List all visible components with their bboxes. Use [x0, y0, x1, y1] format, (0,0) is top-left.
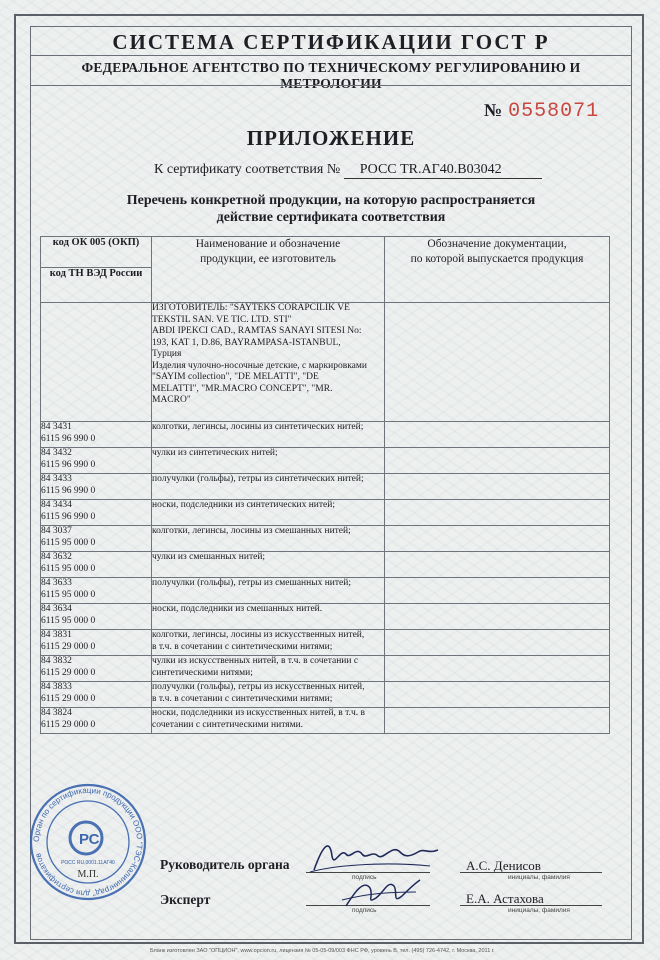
documentation-cell: [385, 630, 610, 656]
expert-signature: [336, 870, 426, 915]
form-number: [484, 100, 599, 123]
table-row: [41, 656, 610, 682]
documentation-cell: [385, 448, 610, 474]
expert-name: Е.А. Астахова: [466, 891, 544, 906]
column-header-name: Наименование и обозначение продукции, ее изготовитель: [152, 237, 385, 303]
product-name-cell: [152, 474, 385, 500]
product-name-cell: [152, 578, 385, 604]
stamp-mp: М.П.: [77, 869, 99, 880]
initials-caption: инициалы, фамилия: [508, 907, 570, 914]
okp-code: 84 3433: [41, 474, 72, 484]
documentation-cell: [385, 604, 610, 630]
number-sign: №: [484, 100, 503, 120]
tnved-code: 6115 29 000 0: [41, 719, 96, 730]
head-of-body-name: А.С. Денисов: [466, 858, 541, 873]
product-name-line: носки, подследники из смешанных нитей.: [152, 604, 323, 614]
product-name-line: чулки из синтетических нитей;: [152, 448, 278, 458]
okp-code: 84 3634: [41, 604, 72, 614]
stamp-code: РОСС RU.0001.11АГ40: [61, 860, 115, 866]
code-cell: [41, 552, 152, 578]
table-row: [41, 630, 610, 656]
product-name-line: сочетании с синтетическими нитями.: [152, 719, 304, 730]
documentation-cell: [385, 552, 610, 578]
okp-code: 84 3831: [41, 630, 72, 640]
list-heading-line: Перечень конкретной продукции, на которую распространяется: [126, 193, 536, 208]
okp-code: 84 3431: [41, 422, 72, 432]
product-name-line: колготки, легинсы, лосины из синтетических нитей;: [152, 422, 364, 432]
initials-caption: инициалы, фамилия: [508, 874, 570, 881]
tnved-code: 6115 95 000 0: [41, 537, 96, 548]
tnved-code: 6115 96 990 0: [41, 511, 96, 522]
product-name-line: синтетическими нитями;: [152, 667, 253, 678]
product-name-line: чулки из искусственных нитей, в т.ч. в сочетании с: [152, 656, 359, 666]
expert-label: Эксперт: [160, 892, 211, 907]
list-heading-line: действие сертификата соответствия: [216, 210, 446, 225]
signature-caption: подпись: [352, 874, 377, 881]
system-title: СИСТЕМА СЕРТИФИКАЦИИ ГОСТ Р: [112, 30, 550, 54]
table-row: [41, 708, 610, 734]
product-name-cell: [152, 708, 385, 734]
head-of-body-label: Руководитель органа: [160, 857, 290, 872]
column-header-documentation: Обозначение документации, по которой выпускается продукция: [385, 237, 610, 303]
table-row: [41, 604, 610, 630]
code-cell: [41, 578, 152, 604]
code-cell: [41, 500, 152, 526]
agency-name: ФЕДЕРАЛЬНОЕ АГЕНТСТВО ПО ТЕХНИЧЕСКОМУ РЕГУЛИРОВАНИЮ И МЕТРОЛОГИИ: [81, 60, 581, 91]
footer-text: Бланк изготовлен ЗАО "ОПЦИОН", www.opcion.ru, лицензия № 05-05-09/003 ФНС РФ, уровень В, тел. (495) 726-4742, г. Москва, 2011 г.: [150, 948, 495, 954]
documentation-cell: [385, 500, 610, 526]
product-name-cell: [152, 604, 385, 630]
table-row: [41, 474, 610, 500]
column-header-okp: код ОК 005 (ОКП): [41, 237, 152, 268]
tnved-code: 6115 96 990 0: [41, 485, 96, 496]
table-row: [41, 526, 610, 552]
table-cell: [41, 303, 152, 422]
documentation-cell: [385, 422, 610, 448]
product-name-line: колготки, легинсы, лосины из смешанных нитей;: [152, 526, 351, 536]
product-name-cell: [152, 656, 385, 682]
certificate-reference: [154, 162, 542, 179]
code-cell: [41, 526, 152, 552]
tnved-code: 6115 29 000 0: [41, 667, 96, 678]
tnved-code: 6115 96 990 0: [41, 433, 96, 444]
okp-code: 84 3633: [41, 578, 72, 588]
code-cell: [41, 682, 152, 708]
product-name-cell: [152, 526, 385, 552]
documentation-cell: [385, 656, 610, 682]
documentation-cell: [385, 578, 610, 604]
tnved-code: 6115 95 000 0: [41, 563, 96, 574]
appendix-title: ПРИЛОЖЕНИЕ: [246, 126, 416, 150]
okp-code: 84 3832: [41, 656, 72, 666]
code-cell: [41, 630, 152, 656]
okp-code: 84 3833: [41, 682, 72, 692]
code-cell: [41, 474, 152, 500]
product-name-line: колготки, легинсы, лосины из искусственных нитей,: [152, 630, 365, 640]
product-name-line: получулки (гольфы), гетры из синтетических нитей;: [152, 474, 364, 484]
documentation-cell: [385, 526, 610, 552]
product-name-cell: [152, 552, 385, 578]
certificate-prefix: К сертификату соответствия №: [154, 162, 341, 177]
list-heading: [30, 192, 632, 226]
tnved-code: 6115 95 000 0: [41, 589, 96, 600]
product-name-cell: [152, 448, 385, 474]
name-line: [460, 905, 602, 906]
documentation-cell: [385, 474, 610, 500]
code-cell: [41, 708, 152, 734]
organization-stamp: [28, 782, 148, 902]
product-name-line: в т.ч. в сочетании с синтетическими нитями;: [152, 693, 333, 704]
manufacturer-cell: ИЗГОТОВИТЕЛЬ: "SAYTEKS CORAPCILIK VE TEKSTIL SAN. VE TIC. LTD. STI" ABDI IPEKCI CAD., RAMTAS SANAYI SITESI No: 193, KAT 1, D.86, BAYRAMPASA-ISTANBUL, Турция Изделия чулочно-носочные детские, с маркировками "SAYIM collection", "DE MELATTI", "DE MELATTI", "MR.MACRO CONCEPT", "MR. MACRO": [152, 303, 385, 422]
documentation-cell: [385, 708, 610, 734]
code-cell: [41, 604, 152, 630]
name-line: [460, 872, 602, 873]
form-number-value: 0558071: [508, 100, 600, 123]
okp-code: 84 3824: [41, 708, 72, 718]
header-divider: [30, 85, 632, 86]
product-name-line: получулки (гольфы), гетры из искусственных нитей,: [152, 682, 365, 692]
table-row: [41, 578, 610, 604]
product-name-line: получулки (гольфы), гетры из смешанных нитей;: [152, 578, 351, 588]
table-row: [41, 552, 610, 578]
product-name-line: в т.ч. в сочетании с синтетическими нитями;: [152, 641, 333, 652]
column-header-tnved: код ТН ВЭД России: [41, 268, 152, 303]
table-cell: [385, 303, 610, 422]
tnved-code: 6115 95 000 0: [41, 615, 96, 626]
code-cell: [41, 656, 152, 682]
product-name-cell: [152, 422, 385, 448]
header-divider: [30, 55, 632, 56]
product-name-cell: [152, 682, 385, 708]
certificate-number: РОСС TR.АГ40.В03042: [344, 162, 542, 179]
tnved-code: 6115 29 000 0: [41, 693, 96, 704]
gost-r-mark-icon: РС: [79, 831, 100, 848]
tnved-code: 6115 29 000 0: [41, 641, 96, 652]
table-row: [41, 422, 610, 448]
table-row: [41, 682, 610, 708]
tnved-code: 6115 96 990 0: [41, 459, 96, 470]
table-row: [41, 500, 610, 526]
okp-code: 84 3432: [41, 448, 72, 458]
okp-code: 84 3037: [41, 526, 72, 536]
signature-caption: подпись: [352, 907, 377, 914]
product-name-cell: [152, 630, 385, 656]
okp-code: 84 3632: [41, 552, 72, 562]
product-name-line: носки, подследники из искусственных нитей, в т.ч. в: [152, 708, 365, 718]
products-table: [40, 236, 610, 734]
table-row: [41, 448, 610, 474]
product-name-line: носки, подследники из синтетических нитей;: [152, 500, 335, 510]
okp-code: 84 3434: [41, 500, 72, 510]
documentation-cell: [385, 682, 610, 708]
code-cell: [41, 448, 152, 474]
stamp-ring-text: Орган по сертификации продукции ООО "ТЭС-Калининград" для сертификатов: [31, 785, 145, 899]
code-cell: [41, 422, 152, 448]
product-name-cell: [152, 500, 385, 526]
product-name-line: чулки из смешанных нитей;: [152, 552, 266, 562]
